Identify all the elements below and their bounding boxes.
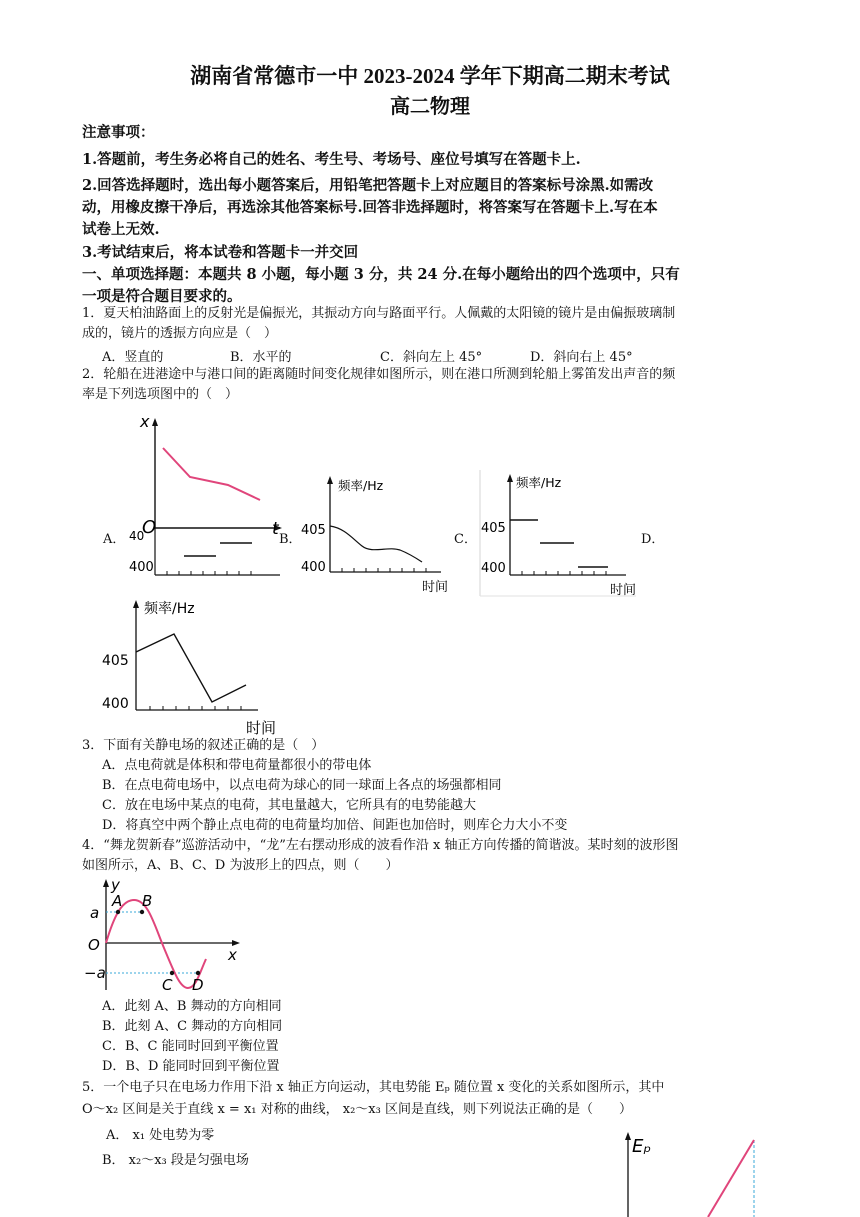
ep-line (708, 1140, 754, 1217)
ep-y-label: Eₚ (632, 1136, 652, 1157)
point-d (196, 971, 200, 975)
option-c-tick-low: 400 (481, 561, 506, 576)
option-b-xlabel: 时间 (422, 580, 449, 595)
notice-item-2-line-1: 2.回答选择题时，选出每小题答案后，用铅笔把答题卡上对应题目的答案标号涂黑.如需改 (82, 177, 654, 194)
q5-option-b: B． x₂～x₃ 段是匀强电场 (102, 1153, 249, 1168)
q5-option-a: A． x₁ 处电势为零 (106, 1128, 215, 1143)
label-d: D (192, 976, 204, 994)
q3-option-a: A．点电荷就是体积和带电荷量都很小的带电体 (102, 758, 372, 773)
option-d-polyline (136, 634, 246, 702)
main-y-arrow (152, 418, 158, 426)
notice-item-2-line-2: 动，用橡皮擦干净后，再选涂其他答案标号.回答非选择题时，将答案写在答题卡上.写在本 (82, 199, 658, 216)
exam-subject: 高二物理 (390, 96, 470, 118)
option-a-tick-low: 400 (129, 560, 154, 575)
wave-x-label: x (228, 946, 237, 964)
exam-title: 湖南省常德市一中 2023-2024 学年下期高二期末考试 (190, 64, 670, 88)
q2-label-d: D． (641, 532, 665, 547)
q2-label-a: A． (103, 532, 126, 547)
option-a-tick-cut: 40 (129, 529, 145, 543)
q5-stem-line-2: O～x₂ 区间是关于直线 x = x₁ 对称的曲线， x₂～x₃ 区间是直线，则下列说法正确的是（ ） (82, 1102, 632, 1117)
option-d-ylabel: 频率/Hz (144, 601, 195, 617)
label-c: C (162, 976, 173, 994)
point-a (116, 910, 120, 914)
wave-curve (106, 900, 206, 988)
notice-heading: 注意事项： (82, 124, 155, 141)
main-y-label: x (140, 412, 150, 431)
wave-neg-a-label: −a (84, 964, 106, 982)
notice-item-1: 1.答题前，考生务必将自己的姓名、考生号、考场号、座位号填写在答题卡上. (82, 151, 581, 168)
q2-distance-time-graph (120, 410, 290, 590)
label-a: A (112, 892, 123, 910)
option-b-tick-high: 405 (301, 523, 326, 538)
option-c-xlabel: 时间 (610, 583, 637, 598)
q4-wave-graph (84, 876, 254, 996)
section-heading-line-2: 一项是符合题目要求的。 (82, 288, 242, 305)
q4-option-b: B．此刻 A、C 舞动的方向相同 (102, 1019, 283, 1034)
point-b (140, 910, 144, 914)
q4-stem-line-1: 4．“舞龙贺新春”巡游活动中，“龙”左右摆动形成的波看作沿 x 轴正方向传播的简谐波。某时刻的波形图 (82, 838, 679, 853)
option-c-ylabel: 频率/Hz (516, 475, 562, 490)
q3-stem: 3．下面有关静电场的叙述正确的是（ ） (82, 738, 325, 753)
q3-option-c: C．放在电场中某点的电荷，其电量越大，它所具有的电势能越大 (102, 798, 476, 813)
q4-option-d: D．B、D 能同时回到平衡位置 (102, 1059, 280, 1074)
q2-option-d-graph (100, 596, 280, 738)
option-d-tick-low: 400 (102, 696, 129, 712)
q2-label-b: B． (279, 532, 302, 547)
option-d-xlabel: 时间 (246, 719, 277, 737)
q4-option-c: C．B、C 能同时回到平衡位置 (102, 1039, 279, 1054)
option-d-tick-high: 405 (102, 653, 129, 669)
q1-stem-line-1: 1．夏天柏油路面上的反射光是偏振光，其振动方向与路面平行。人佩戴的太阳镜的镜片是由偏振玻璃制 (82, 306, 676, 321)
q3-option-b: B．在点电荷电场中，以点电荷为球心的同一球面上各点的场强都相同 (102, 778, 502, 793)
notice-item-3: 3.考试结束后，将本试卷和答题卡一并交回 (82, 244, 359, 261)
wave-origin-label: O (88, 936, 100, 954)
q1-option-b: B．水平的 (230, 350, 292, 365)
option-b-ylabel: 频率/Hz (338, 478, 384, 493)
wave-a-label: a (90, 904, 100, 922)
point-c (170, 971, 174, 975)
q1-option-c: C．斜向左上 45° (380, 350, 483, 365)
option-b-tick-low: 400 (301, 560, 326, 575)
q5-potential-energy-graph (616, 1126, 766, 1217)
notice-item-2-line-3: 试卷上无效. (82, 221, 160, 238)
option-b-curve (330, 526, 422, 562)
q2-option-b-graph (296, 472, 456, 597)
q4-stem-line-2: 如图所示，A、B、C、D 为波形上的四点，则（ ） (82, 858, 399, 873)
q2-stem-line-1: 2．轮船在进港途中与港口间的距离随时间变化规律如图所示，则在港口所测到轮船上雾笛发出声音的频 (82, 367, 676, 382)
q1-stem-line-2: 成的，镜片的透振方向应是（ ） (82, 326, 278, 341)
q3-option-d: D．将真空中两个静止点电荷的电荷量均加倍、间距也加倍时，则库仑力大小不变 (102, 818, 568, 833)
section-heading-line-1: 一、单项选择题：本题共 8 小题，每小题 3 分，共 24 分.在每小题给出的四个选项中，只有 (82, 266, 680, 283)
main-origin-label: O (142, 517, 157, 538)
q1-option-a: A．竖直的 (102, 350, 164, 365)
q1-option-d: D．斜向右上 45° (530, 350, 633, 365)
wave-y-label: y (111, 876, 120, 894)
main-x-label: t (272, 519, 279, 539)
distance-curve (163, 448, 260, 500)
q5-stem-line-1: 5．一个电子只在电场力作用下沿 x 轴正方向运动，其电势能 Eₚ 随位置 x 变化的关系如图所示，其中 (82, 1080, 665, 1095)
q2-stem-line-2: 率是下列选项图中的（ ） (82, 387, 239, 402)
q2-option-c-graph (476, 468, 640, 598)
q2-label-c: C． (454, 532, 477, 547)
option-c-tick-high: 405 (481, 521, 506, 536)
label-b: B (142, 892, 153, 910)
q4-option-a: A．此刻 A、B 舞动的方向相同 (102, 999, 282, 1014)
